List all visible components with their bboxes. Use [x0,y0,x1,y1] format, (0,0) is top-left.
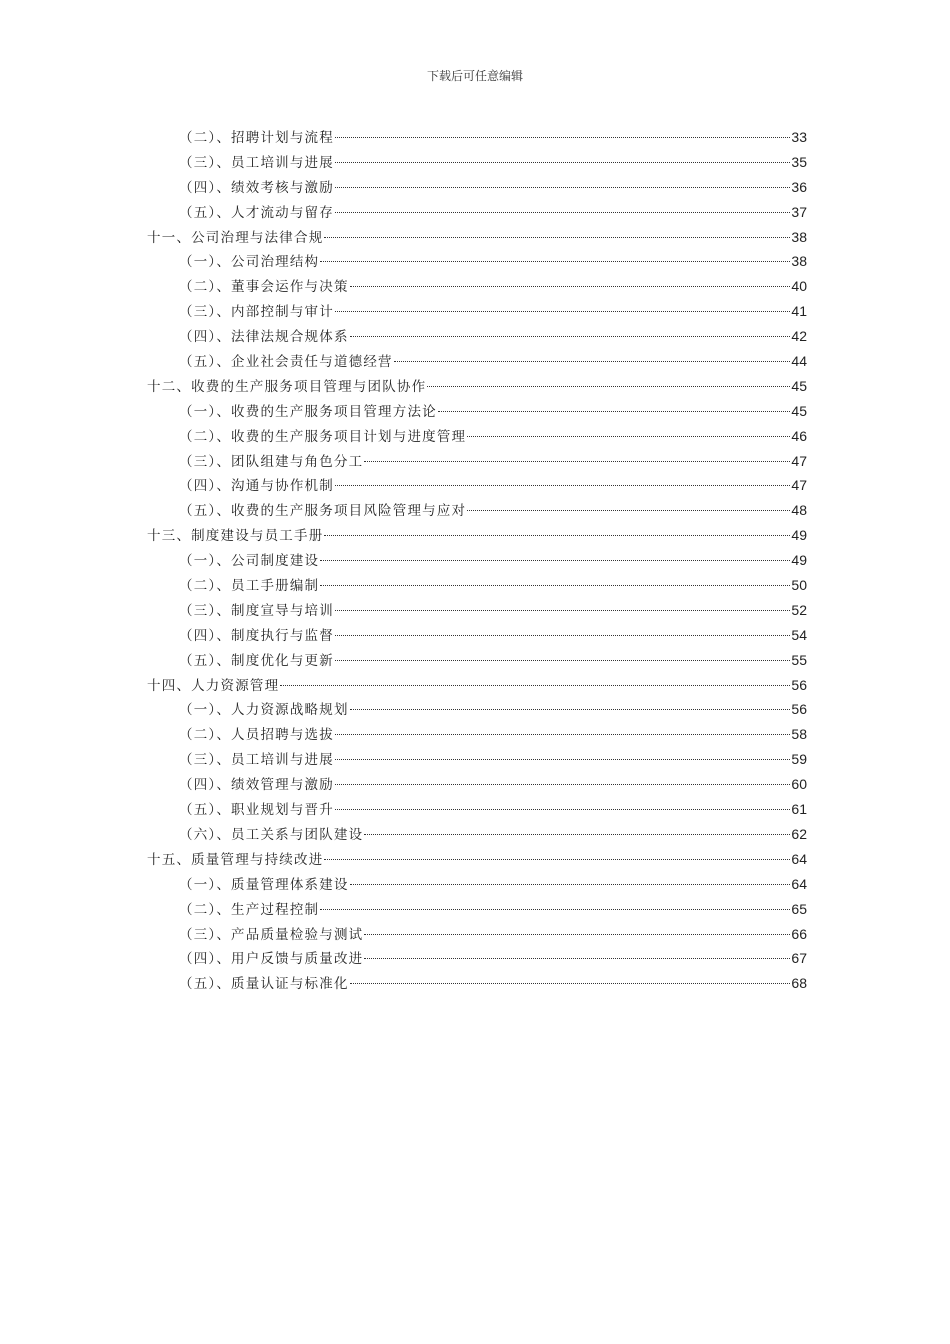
toc-section-entry[interactable] [147,573,807,598]
toc-entry-page-number: 56 [791,676,807,693]
dot-leader [320,560,790,561]
toc-entry-page-number: 48 [791,502,807,519]
toc-entry-title: （四）、绩效管理与激励 [179,777,334,794]
toc-entry-title: （六）、员工关系与团队建设 [179,826,364,843]
dot-leader [438,411,791,412]
toc-entry-page-number: 65 [791,900,807,917]
dot-leader [335,212,790,213]
dot-leader [467,510,790,511]
dot-leader [350,336,791,337]
toc-entry-page-number: 40 [791,278,807,295]
toc-entry-title: 十五、质量管理与持续改进 [147,851,324,868]
toc-entry-title: （一）、收费的生产服务项目管理方法论 [179,403,437,420]
toc-entry-title: （一）、人力资源战略规划 [179,702,349,719]
toc-entry-page-number: 59 [791,751,807,768]
toc-entry-title: （四）、法律法规合规体系 [179,329,349,346]
toc-section-entry[interactable] [147,722,807,747]
toc-section-entry[interactable] [147,473,807,498]
dot-leader [335,485,790,486]
dot-leader [335,734,790,735]
toc-section-entry[interactable] [147,697,807,722]
toc-entry-page-number: 37 [791,203,807,220]
toc-entry-page-number: 45 [791,377,807,394]
toc-entry-title: （五）、收费的生产服务项目风险管理与应对 [179,503,467,520]
dot-leader [335,162,790,163]
dot-leader [350,709,791,710]
toc-entry-page-number: 47 [791,477,807,494]
toc-entry-title: 十三、制度建设与员工手册 [147,528,324,545]
toc-entry-page-number: 62 [791,825,807,842]
toc-section-entry[interactable] [147,324,807,349]
toc-entry-title: （四）、绩效考核与激励 [179,179,334,196]
dot-leader [364,958,790,959]
toc-section-entry[interactable] [147,623,807,648]
dot-leader [320,909,790,910]
toc-entry-title: （一）、公司制度建设 [179,553,320,570]
toc-section-entry[interactable] [147,299,807,324]
toc-entry-page-number: 58 [791,726,807,743]
toc-entry-page-number: 38 [791,228,807,245]
dot-leader [364,934,790,935]
toc-entry-title: （一）、质量管理体系建设 [179,876,349,893]
toc-chapter-entry[interactable] [147,673,807,698]
toc-entry-page-number: 44 [791,353,807,370]
toc-section-entry[interactable] [147,175,807,200]
toc-entry-title: （三）、内部控制与审计 [179,304,334,321]
dot-leader [320,261,790,262]
dot-leader [350,286,791,287]
toc-entry-page-number: 33 [791,129,807,145]
toc-entry-page-number: 66 [791,925,807,942]
toc-entry-title: （二）、生产过程控制 [179,901,320,918]
toc-entry-page-number: 67 [791,950,807,967]
toc-entry-title: （二）、员工手册编制 [179,578,320,595]
dot-leader [350,983,791,984]
toc-entry-title: （五）、职业规划与晋升 [179,802,334,819]
dot-leader [280,685,790,686]
toc-entry-title: （二）、招聘计划与流程 [179,130,334,146]
toc-entry-page-number: 50 [791,577,807,594]
toc-entry-page-number: 60 [791,776,807,793]
toc-section-entry[interactable] [147,598,807,623]
toc-entry-title: （四）、沟通与协作机制 [179,478,334,495]
toc-section-entry[interactable] [147,946,807,971]
toc-entry-page-number: 41 [791,303,807,320]
toc-entry-title: （五）、质量认证与标准化 [179,976,349,993]
toc-section-entry[interactable] [147,498,807,523]
toc-entry-title: （二）、人员招聘与选拔 [179,727,334,744]
toc-section-entry[interactable] [147,971,807,996]
toc-entry-title: （四）、用户反馈与质量改进 [179,951,364,968]
toc-entry-title: （五）、制度优化与更新 [179,652,334,669]
toc-entry-title: （三）、产品质量检验与测试 [179,926,364,943]
dot-leader [324,535,790,536]
toc-entry-title: （三）、团队组建与角色分工 [179,453,364,470]
dot-leader [335,137,790,138]
dot-leader [335,809,790,810]
dot-leader [335,187,790,188]
toc-chapter-entry[interactable] [147,225,807,250]
toc-entry-title: 十四、人力资源管理 [147,677,280,694]
dot-leader [335,635,790,636]
toc-entry-title: （四）、制度执行与监督 [179,627,334,644]
toc-entry-page-number: 54 [791,626,807,643]
toc-entry-page-number: 64 [791,875,807,892]
toc-entry-page-number: 46 [791,427,807,444]
dot-leader [335,610,790,611]
toc-section-entry[interactable] [147,125,807,150]
toc-entry-page-number: 55 [791,651,807,668]
toc-section-entry[interactable] [147,349,807,374]
dot-leader [335,759,790,760]
toc-entry-page-number: 61 [791,801,807,818]
toc-section-entry[interactable] [147,200,807,225]
toc-section-entry[interactable] [147,872,807,897]
toc-entry-title: 十二、收费的生产服务项目管理与团队协作 [147,378,427,395]
toc-section-entry[interactable] [147,424,807,449]
toc-entry-title: （五）、人才流动与留存 [179,204,334,221]
toc-section-entry[interactable] [147,150,807,175]
page-header: 下载后可任意编辑 [426,69,523,83]
toc-entry-title: （二）、收费的生产服务项目计划与进度管理 [179,428,467,445]
dot-leader [320,585,790,586]
dot-leader [364,834,790,835]
dot-leader [350,884,791,885]
toc-entry-title: （三）、制度宣导与培训 [179,602,334,619]
toc-entry-page-number: 56 [791,701,807,718]
toc-chapter-entry[interactable] [147,374,807,399]
toc-entry-page-number: 35 [791,153,807,170]
dot-leader [324,237,790,238]
toc-section-entry[interactable] [147,822,807,847]
dot-leader [335,311,790,312]
toc-entry-page-number: 49 [791,552,807,569]
dot-leader [364,461,790,462]
toc-entry-page-number: 68 [791,975,807,992]
toc-entry-title: （三）、员工培训与进展 [179,752,334,769]
toc-entry-page-number: 49 [791,527,807,544]
toc-entry-page-number: 45 [791,402,807,419]
toc-section-entry[interactable] [147,747,807,772]
toc-entry-title: 十一、公司治理与法律合规 [147,229,324,246]
toc-chapter-entry[interactable] [147,847,807,872]
dot-leader [335,660,790,661]
toc-entry-title: （五）、企业社会责任与道德经营 [179,354,393,371]
toc-entry-page-number: 42 [791,328,807,345]
toc-section-entry[interactable] [147,922,807,947]
toc-section-entry[interactable] [147,797,807,822]
dot-leader [394,361,791,362]
dot-leader [427,386,790,387]
toc-section-entry[interactable] [147,648,807,673]
toc-section-entry[interactable] [147,897,807,922]
toc-entry-page-number: 38 [791,253,807,270]
dot-leader [335,784,790,785]
toc-section-entry[interactable] [147,449,807,474]
toc-section-entry[interactable] [147,772,807,797]
toc-entry-title: （一）、公司治理结构 [179,254,320,271]
toc-entry-page-number: 36 [791,178,807,195]
toc-entry-title: （二）、董事会运作与决策 [179,279,349,296]
toc-section-entry[interactable] [147,399,807,424]
toc-entry-page-number: 64 [791,850,807,867]
toc-entry-page-number: 47 [791,452,807,469]
toc-entry-page-number: 52 [791,601,807,618]
toc-entry-title: （三）、员工培训与进展 [179,154,334,171]
dot-leader [467,436,790,437]
toc-section-entry[interactable] [147,548,807,573]
toc-section-entry[interactable] [147,274,807,299]
toc-section-entry[interactable] [147,249,807,274]
table-of-contents [147,125,807,996]
dot-leader [324,859,790,860]
toc-chapter-entry[interactable] [147,523,807,548]
